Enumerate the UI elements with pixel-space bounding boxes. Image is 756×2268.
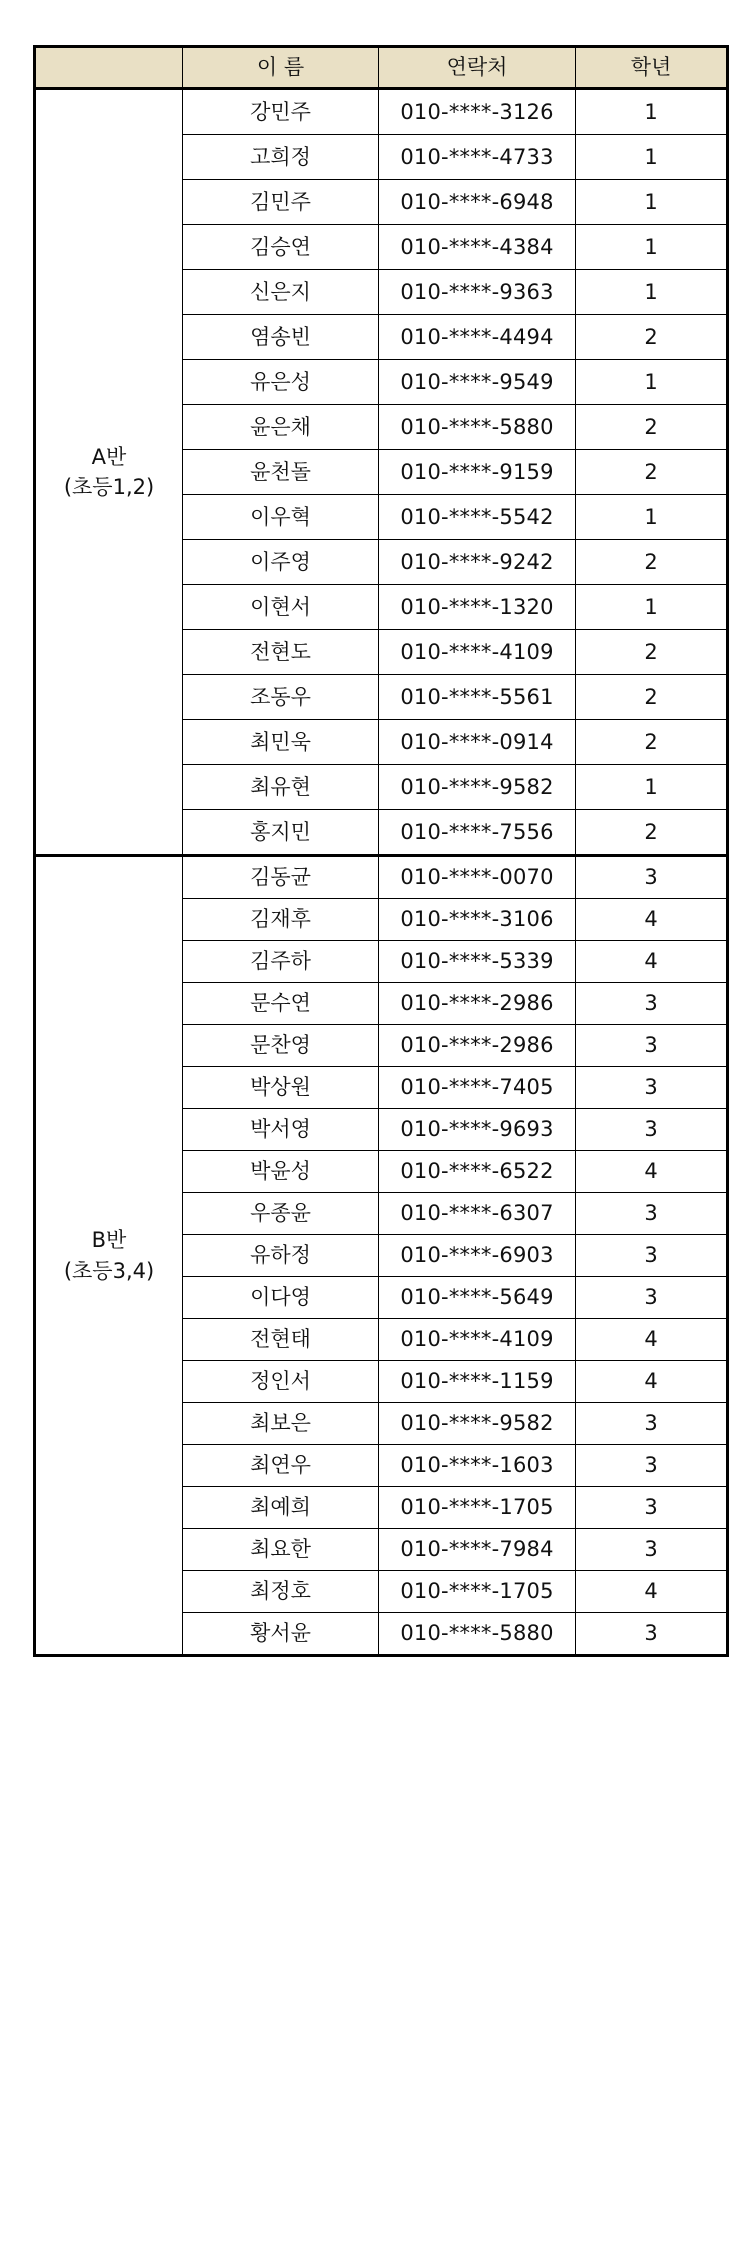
student-phone: 010-****-6948 xyxy=(379,180,576,225)
student-name: 우종윤 xyxy=(183,1193,379,1235)
student-phone: 010-****-9159 xyxy=(379,450,576,495)
student-grade: 1 xyxy=(576,89,728,135)
student-name: 최요한 xyxy=(183,1529,379,1571)
student-grade: 3 xyxy=(576,856,728,899)
student-grade: 4 xyxy=(576,1361,728,1403)
student-grade: 1 xyxy=(576,585,728,630)
student-phone: 010-****-5542 xyxy=(379,495,576,540)
student-name: 최보은 xyxy=(183,1403,379,1445)
student-phone: 010-****-5880 xyxy=(379,1613,576,1656)
student-phone: 010-****-4733 xyxy=(379,135,576,180)
student-phone: 010-****-4109 xyxy=(379,1319,576,1361)
student-name: 전현도 xyxy=(183,630,379,675)
student-grade: 3 xyxy=(576,1025,728,1067)
student-phone: 010-****-5649 xyxy=(379,1277,576,1319)
student-grade: 3 xyxy=(576,983,728,1025)
student-phone: 010-****-1603 xyxy=(379,1445,576,1487)
table-row xyxy=(35,89,728,135)
student-name: 김주하 xyxy=(183,941,379,983)
student-grade: 1 xyxy=(576,360,728,405)
header-row xyxy=(35,47,728,89)
class-group-cell xyxy=(35,856,183,1656)
student-phone: 010-****-3106 xyxy=(379,899,576,941)
student-phone: 010-****-9582 xyxy=(379,1403,576,1445)
student-grade: 2 xyxy=(576,720,728,765)
student-phone: 010-****-6522 xyxy=(379,1151,576,1193)
student-grade: 2 xyxy=(576,540,728,585)
student-grade: 3 xyxy=(576,1613,728,1656)
student-name: 김동균 xyxy=(183,856,379,899)
table-row xyxy=(35,856,728,899)
student-grade: 3 xyxy=(576,1277,728,1319)
student-name: 이현서 xyxy=(183,585,379,630)
student-phone: 010-****-5561 xyxy=(379,675,576,720)
student-name: 고희정 xyxy=(183,135,379,180)
student-grade: 1 xyxy=(576,225,728,270)
student-name: 염송빈 xyxy=(183,315,379,360)
student-grade: 1 xyxy=(576,270,728,315)
student-name: 이다영 xyxy=(183,1277,379,1319)
student-phone: 010-****-2986 xyxy=(379,983,576,1025)
student-grade: 3 xyxy=(576,1193,728,1235)
student-name: 최민욱 xyxy=(183,720,379,765)
student-name: 윤천돌 xyxy=(183,450,379,495)
student-name: 윤은채 xyxy=(183,405,379,450)
student-name: 전현태 xyxy=(183,1319,379,1361)
header-contact: 연락처 xyxy=(379,47,576,89)
student-phone: 010-****-0070 xyxy=(379,856,576,899)
student-grade: 4 xyxy=(576,1571,728,1613)
student-name: 최연우 xyxy=(183,1445,379,1487)
student-phone: 010-****-1705 xyxy=(379,1487,576,1529)
student-name: 이주영 xyxy=(183,540,379,585)
student-name: 박서영 xyxy=(183,1109,379,1151)
student-phone: 010-****-1705 xyxy=(379,1571,576,1613)
student-name: 유은성 xyxy=(183,360,379,405)
student-name: 박상원 xyxy=(183,1067,379,1109)
student-grade: 3 xyxy=(576,1445,728,1487)
student-phone: 010-****-5339 xyxy=(379,941,576,983)
student-phone: 010-****-6307 xyxy=(379,1193,576,1235)
student-grade: 2 xyxy=(576,405,728,450)
class-name: B반 xyxy=(91,1228,127,1253)
student-phone: 010-****-5880 xyxy=(379,405,576,450)
class-grade-range: (초등1,2) xyxy=(63,475,155,499)
student-name: 문수연 xyxy=(183,983,379,1025)
student-phone: 010-****-7984 xyxy=(379,1529,576,1571)
student-phone: 010-****-9363 xyxy=(379,270,576,315)
student-grade: 1 xyxy=(576,765,728,810)
student-phone: 010-****-0914 xyxy=(379,720,576,765)
student-name: 이우혁 xyxy=(183,495,379,540)
student-grade: 3 xyxy=(576,1067,728,1109)
student-phone: 010-****-3126 xyxy=(379,89,576,135)
class-name: A반 xyxy=(91,444,127,469)
student-name: 박윤성 xyxy=(183,1151,379,1193)
student-grade: 4 xyxy=(576,1319,728,1361)
student-phone: 010-****-2986 xyxy=(379,1025,576,1067)
student-grade: 3 xyxy=(576,1487,728,1529)
student-grade: 2 xyxy=(576,810,728,856)
student-phone: 010-****-1159 xyxy=(379,1361,576,1403)
student-name: 최정호 xyxy=(183,1571,379,1613)
student-name: 정인서 xyxy=(183,1361,379,1403)
student-grade: 3 xyxy=(576,1529,728,1571)
student-roster-table xyxy=(33,45,729,1657)
student-phone: 010-****-6903 xyxy=(379,1235,576,1277)
student-grade: 4 xyxy=(576,941,728,983)
student-name: 강민주 xyxy=(183,89,379,135)
roster-body xyxy=(35,89,728,1656)
student-grade: 1 xyxy=(576,495,728,540)
student-name: 홍지민 xyxy=(183,810,379,856)
student-phone: 010-****-4384 xyxy=(379,225,576,270)
student-name: 유하정 xyxy=(183,1235,379,1277)
student-grade: 2 xyxy=(576,675,728,720)
student-phone: 010-****-4494 xyxy=(379,315,576,360)
student-grade: 3 xyxy=(576,1109,728,1151)
student-name: 김재후 xyxy=(183,899,379,941)
class-grade-range: (초등3,4) xyxy=(63,1258,155,1283)
student-grade: 1 xyxy=(576,135,728,180)
student-name: 조동우 xyxy=(183,675,379,720)
student-grade: 4 xyxy=(576,1151,728,1193)
student-phone: 010-****-9693 xyxy=(379,1109,576,1151)
student-grade: 2 xyxy=(576,315,728,360)
student-name: 문찬영 xyxy=(183,1025,379,1067)
student-grade: 3 xyxy=(576,1235,728,1277)
student-grade: 3 xyxy=(576,1403,728,1445)
header-grade: 학년 xyxy=(576,47,728,89)
student-phone: 010-****-9549 xyxy=(379,360,576,405)
header-class xyxy=(35,47,183,89)
student-name: 최유현 xyxy=(183,765,379,810)
student-phone: 010-****-7556 xyxy=(379,810,576,856)
student-grade: 4 xyxy=(576,899,728,941)
student-phone: 010-****-7405 xyxy=(379,1067,576,1109)
student-grade: 2 xyxy=(576,630,728,675)
student-name: 김민주 xyxy=(183,180,379,225)
student-grade: 2 xyxy=(576,450,728,495)
student-phone: 010-****-9582 xyxy=(379,765,576,810)
student-name: 황서윤 xyxy=(183,1613,379,1656)
student-phone: 010-****-4109 xyxy=(379,630,576,675)
class-group-cell xyxy=(35,89,183,856)
student-phone: 010-****-1320 xyxy=(379,585,576,630)
student-name: 최예희 xyxy=(183,1487,379,1529)
student-phone: 010-****-9242 xyxy=(379,540,576,585)
student-grade: 1 xyxy=(576,180,728,225)
student-name: 신은지 xyxy=(183,270,379,315)
student-name: 김승연 xyxy=(183,225,379,270)
header-name: 이 름 xyxy=(183,47,379,89)
